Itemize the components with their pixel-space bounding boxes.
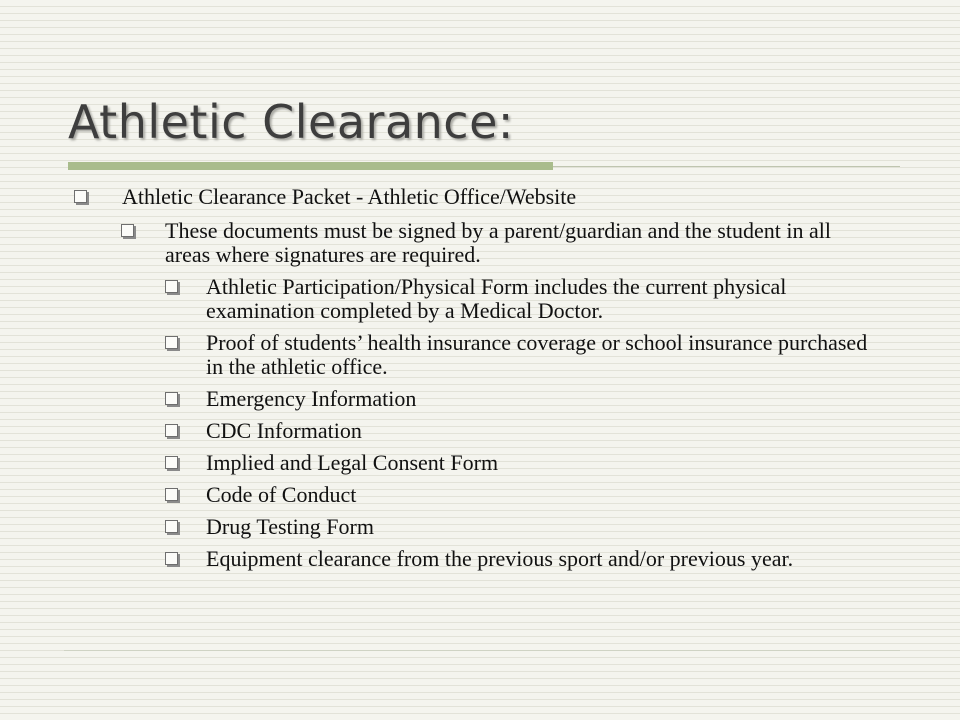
slide-title: Athletic Clearance: (68, 95, 514, 149)
bullet-text: Drug Testing Form (206, 514, 374, 539)
bullet-item (0, 185, 882, 209)
bullet-text: Code of Conduct (206, 482, 357, 507)
checkbox-bullet-icon (165, 280, 178, 293)
bullet-text: Proof of students’ health insurance coverage or school insurance purchased in the athletic office. (206, 330, 868, 379)
checkbox-bullet-icon (165, 552, 178, 565)
checkbox-bullet-icon (165, 488, 178, 501)
bullet-text: Athletic Participation/Physical Form includes the current physical examination completed by a Medical Doctor. (206, 274, 787, 323)
bullet-item (0, 547, 876, 571)
title-underline-accent (68, 162, 553, 170)
checkbox-bullet-icon (165, 392, 178, 405)
bullet-list (0, 185, 960, 571)
bullet-text: These documents must be signed by a parent/guardian and the student in all areas where signatures are required. (165, 218, 831, 267)
checkbox-bullet-icon (165, 456, 178, 469)
checkbox-bullet-icon (165, 520, 178, 533)
bullet-item (0, 387, 876, 411)
footer-divider-line (64, 650, 900, 651)
checkbox-bullet-icon (165, 424, 178, 437)
bullet-text: Emergency Information (206, 386, 417, 411)
bullet-text: Athletic Clearance Packet - Athletic Office/Website (122, 184, 577, 209)
checkbox-bullet-icon (121, 224, 134, 237)
bullet-text: Equipment clearance from the previous sport and/or previous year. (206, 546, 794, 571)
bullet-item (0, 451, 876, 475)
bullet-item (0, 219, 865, 267)
checkbox-bullet-icon (165, 336, 178, 349)
bullet-text: CDC Information (206, 418, 362, 443)
bullet-item (0, 331, 876, 379)
bullet-item (0, 275, 876, 323)
bullet-text: Implied and Legal Consent Form (206, 450, 499, 475)
checkbox-bullet-icon (74, 190, 87, 203)
bullet-item (0, 483, 876, 507)
bullet-item (0, 515, 876, 539)
title-divider-line (553, 166, 900, 167)
bullet-item (0, 419, 876, 443)
